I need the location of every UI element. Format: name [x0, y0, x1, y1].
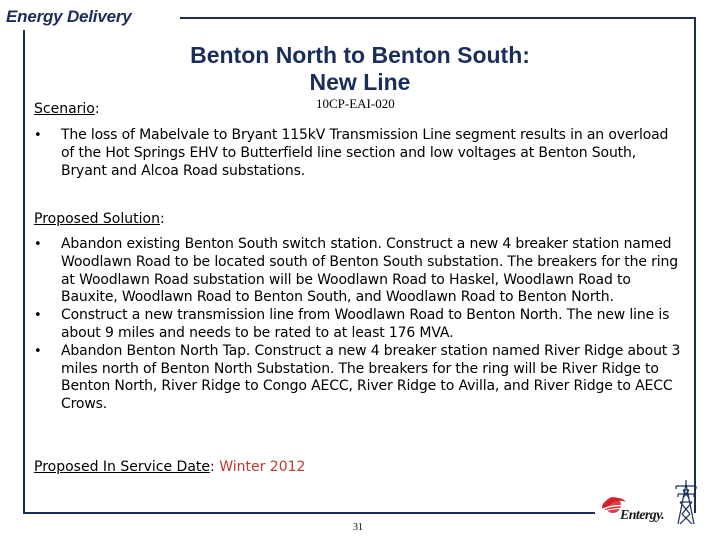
scenario-heading — [34, 101, 100, 117]
proposed-solution-heading-colon: : — [159, 211, 165, 227]
scenario-heading-text: Scenario — [34, 101, 95, 117]
frame-left-line — [23, 30, 25, 514]
list-item-text: Abandon Benton North Tap. Construct a new 4 breaker station named River Ridge about 3 miles north of Benton North Substation. The breakers for the ring will be River Ridge to Benton North, River Ridge to Congo AECC, River Ridge to Avilla, and River Ridge to AECC Crows. — [61, 342, 681, 413]
list-item-text: Construct a new transmission line from Woodlawn Road to Benton North. The new line is about 9 miles and needs to be rated to at least 176 MVA. — [61, 307, 670, 341]
proposed-solution-heading-text: Proposed Solution — [34, 211, 160, 227]
document-code: 10CP-EAI-020 — [316, 96, 395, 111]
bullet-icon: • — [34, 308, 42, 324]
scenario-list — [34, 127, 684, 180]
list-item — [34, 127, 684, 180]
list-item — [34, 236, 684, 307]
page-number: 31 — [353, 522, 363, 533]
in-service-date — [34, 459, 305, 475]
in-service-date-colon: : — [210, 459, 220, 475]
in-service-date-heading: Proposed In Service Date — [34, 459, 211, 475]
list-item — [34, 307, 684, 343]
slide-title — [150, 42, 570, 96]
scenario-heading-colon: : — [94, 101, 100, 117]
in-service-date-value: Winter 2012 — [219, 459, 306, 475]
proposed-solution-list — [34, 236, 684, 414]
frame-bottom-line — [24, 512, 595, 514]
bullet-icon: • — [34, 343, 42, 359]
transmission-tower-icon — [674, 478, 698, 526]
list-item-text: Abandon existing Benton South switch station. Construct a new 4 breaker station named Woodlawn Road to be located south of Benton South substation. The breakers for the ring at Woodlawn Road substation will be Woodlawn Road to Haskel, Woodlawn Road to Bauxite, Woodlawn Road to Benton South, and Woodlawn Road to Benton North. — [61, 236, 678, 306]
frame-top-line — [180, 17, 695, 19]
bullet-icon: • — [34, 237, 42, 252]
list-item — [34, 343, 684, 414]
frame-right-line — [694, 17, 696, 513]
proposed-solution-heading — [34, 211, 165, 227]
header-label: Energy Delivery — [6, 7, 132, 26]
title-line-1: Benton North to Benton South: — [190, 42, 530, 68]
entergy-logo-icon — [598, 494, 672, 524]
title-line-2: New Line — [309, 69, 411, 95]
logo-wordmark: Entergy. — [620, 508, 665, 523]
list-item-text: The loss of Mabelvale to Bryant 115kV Transmission Line segment results in an overload of the Hot Springs EHV to Butterfield line section and low voltages at Benton South, Bryant and Alcoa Road substations. — [61, 127, 669, 179]
bullet-icon: • — [34, 128, 42, 143]
